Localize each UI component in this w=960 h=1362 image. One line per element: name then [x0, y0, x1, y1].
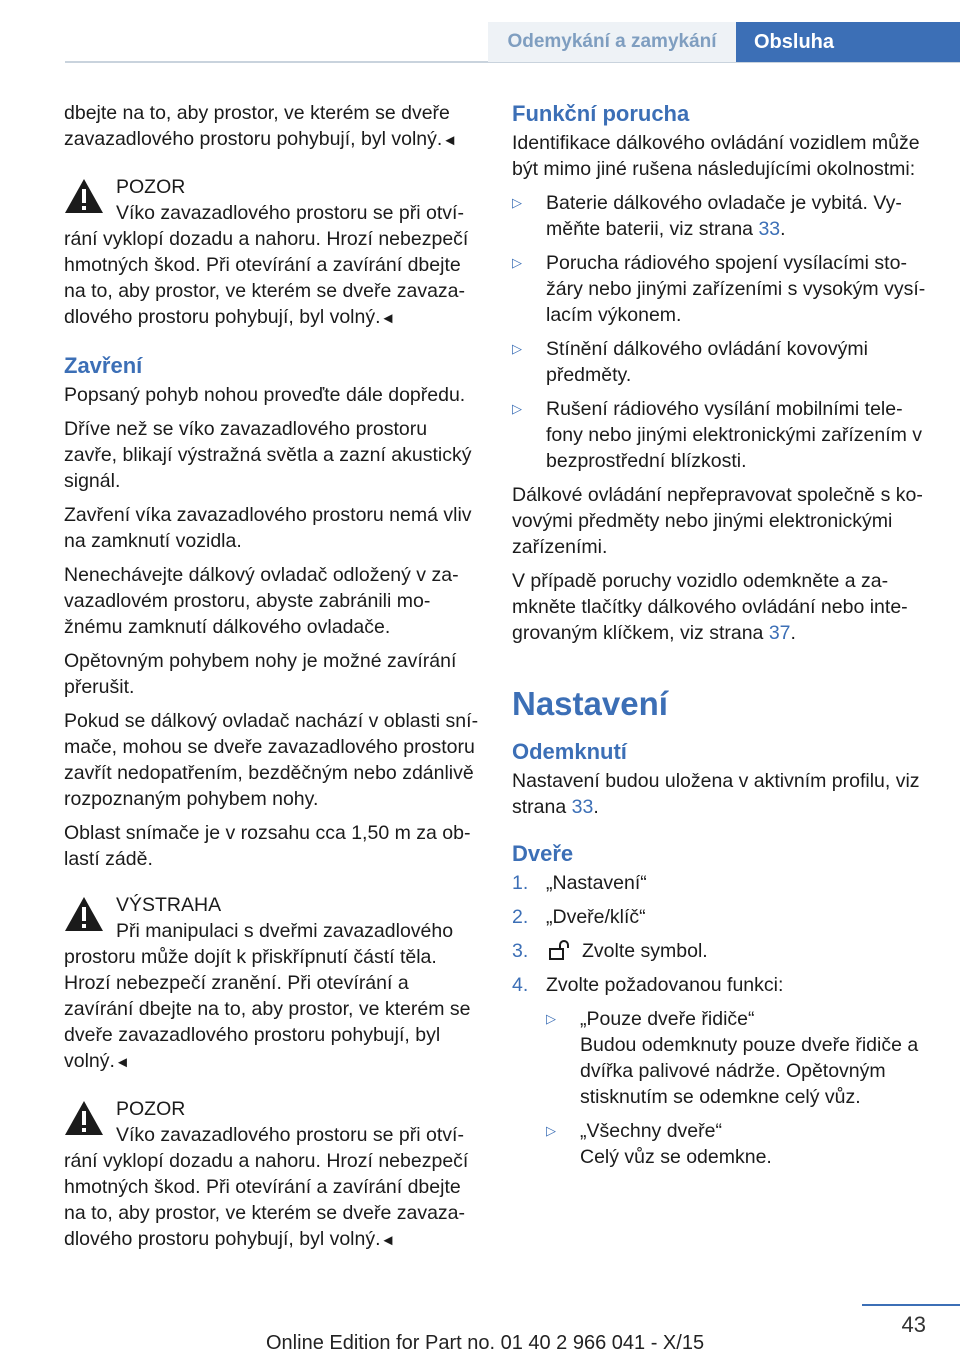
paragraph: Nenechávejte dálkový ovladač odložený v zavazadlovém prostoru, abyste zabránili možnému zamknutí dálkového ovladače.	[64, 564, 459, 638]
paragraph: Zavření víka zavazadlového prostoru nemá vliv na zamknutí vozidla.	[64, 504, 472, 552]
list-item: ▷ Porucha rádiového spojení vysílacími stožáry nebo jinými zařízeními s vysokým vysílacím výkonem.	[512, 252, 926, 326]
list-item: ▷ Stínění dálkového ovládání kovovými předměty.	[512, 338, 868, 386]
steps-list	[512, 870, 932, 1170]
page-number-rule	[862, 1304, 960, 1306]
malfunction-list	[512, 190, 932, 474]
paragraph: Popsaný pohyb nohou proveďte dále dopředu.	[64, 384, 466, 406]
step-item: 1. „Nastavení“	[512, 872, 647, 894]
heading-nastaveni: Nastavení	[512, 685, 668, 722]
footer-edition: Online Edition for Part no. 01 40 2 966 041 - X/15	[266, 1332, 705, 1354]
paragraph: V případě poruchy vozidlo odemkněte a zamkněte tlačítky dálkového ovládání nebo integrovaným klíčkem, viz strana 37.	[512, 570, 908, 644]
header-chapter-tab: Obsluha	[736, 22, 960, 62]
bullet-triangle-icon: ▷	[512, 341, 522, 356]
warning-title: POZOR	[116, 176, 186, 198]
warning-title: POZOR	[116, 1098, 186, 1120]
page-number: 43	[901, 1312, 926, 1337]
unlock-icon	[548, 940, 572, 960]
heading-funkcni-porucha: Funkční porucha	[512, 101, 690, 126]
warning-triangle-icon	[64, 178, 104, 214]
end-mark-icon: ◄	[442, 132, 458, 149]
bullet-triangle-icon: ▷	[546, 1011, 556, 1026]
warning-box	[64, 1096, 480, 1254]
option-item: ▷ „Všechny dveře“ Celý vůz se odemkne.	[546, 1120, 772, 1168]
step-item: 4. Zvolte požadovanou funkci: ▷ „Pouze dveře řidiče“ Budou odemknuty pouze dveře řidiče a dvířka palivové nádrže. Opětovným stisknutím se odemkne celý vůz. ▷ „Všechny dveře“ Celý vůz se odemkne.	[512, 972, 932, 1170]
header-section-title: Odemykání a zamykání	[488, 22, 736, 62]
heading-zavreni: Zavření	[64, 353, 143, 378]
step-item: 3. Zvolte symbol.	[512, 940, 708, 962]
paragraph: Dálkové ovládání nepřepravovat společně s kovovými předměty nebo jinými elektronickými zařízeními.	[512, 484, 923, 558]
warning-triangle-icon	[64, 896, 104, 932]
page-link[interactable]: 33	[758, 218, 781, 240]
paragraph: Oblast snímače je v rozsahu cca 1,50 m za oblastí zádě.	[64, 822, 471, 870]
warning-box	[64, 892, 480, 1076]
right-column	[512, 100, 932, 1178]
paragraph: Opětovným pohybem nohy je možné zavírání přerušit.	[64, 650, 457, 698]
options-list	[546, 1006, 932, 1170]
page-link[interactable]: 37	[768, 622, 791, 644]
heading-odemknuti: Odemknutí	[512, 739, 627, 764]
option-item: ▷ „Pouze dveře řidiče“ Budou odemknuty pouze dveře řidiče a dvířka palivové nádrže. Opětovným stisknutím se odemkne celý vůz.	[546, 1008, 919, 1108]
warning-text: Při manipulaci s dveřmi zavazadlového prostoru může dojít k přiskřípnutí částí těla. Hrozí nebezpečí zranění. Při otevírání a zavírání dbejte na to, aby prostor, ve kterém se dveře zavazadlového prostoru pohybují, byl volný.◄	[64, 920, 471, 1072]
paragraph: Nastavení budou uložena v aktivním profilu, viz strana 33.	[512, 770, 920, 818]
page-link[interactable]: 33	[571, 796, 594, 818]
heading-dvere: Dveře	[512, 841, 574, 866]
bullet-triangle-icon: ▷	[512, 401, 522, 416]
left-column	[64, 100, 480, 1262]
paragraph: Identifikace dálkového ovládání vozidlem může být mimo jiné rušena následujícími okolnostmi:	[512, 132, 920, 180]
paragraph: dbejte na to, aby prostor, ve kterém se dveře zavazadlového prostoru pohybují, byl volný.◄	[64, 102, 458, 150]
warning-box	[64, 174, 480, 332]
warning-text: Víko zavazadlového prostoru se při otvírání vyklopí dozadu a nahoru. Hrozí nebezpečí hmotných škod. Při otevírání a zavírání dbejte na to, aby prostor, ve kterém se dveře zavazadlového prostoru pohybují, byl volný.◄	[64, 202, 469, 328]
paragraph: Pokud se dálkový ovladač nachází v oblasti snímače, mohou se dveře zavazadlového prostoru zavřít nedopatřením, bezděčným nebo zdánlivě rozpoznaným pohybem nohy.	[64, 710, 479, 810]
warning-triangle-icon	[64, 1100, 104, 1136]
paragraph: Dříve než se víko zavazadlového prostoru zavře, blikají výstražná světla a zazní akustický signál.	[64, 418, 472, 492]
warning-title: VÝSTRAHA	[116, 894, 222, 916]
list-item: ▷ Baterie dálkového ovladače je vybitá. Vyměňte baterii, viz strana 33.	[512, 192, 902, 240]
list-item: ▷ Rušení rádiového vysílání mobilními telefony nebo jinými elektronickými zařízením v bezprostřední blízkosti.	[512, 398, 923, 472]
bullet-triangle-icon: ▷	[512, 255, 522, 270]
warning-text: Víko zavazadlového prostoru se při otvírání vyklopí dozadu a nahoru. Hrozí nebezpečí hmotných škod. Při otevírání a zavírání dbejte na to, aby prostor, ve kterém se dveře zavazadlového prostoru pohybují, byl volný.◄	[64, 1124, 469, 1250]
bullet-triangle-icon: ▷	[512, 195, 522, 210]
step-item: 2. „Dveře/klíč“	[512, 906, 646, 928]
bullet-triangle-icon: ▷	[546, 1123, 556, 1138]
